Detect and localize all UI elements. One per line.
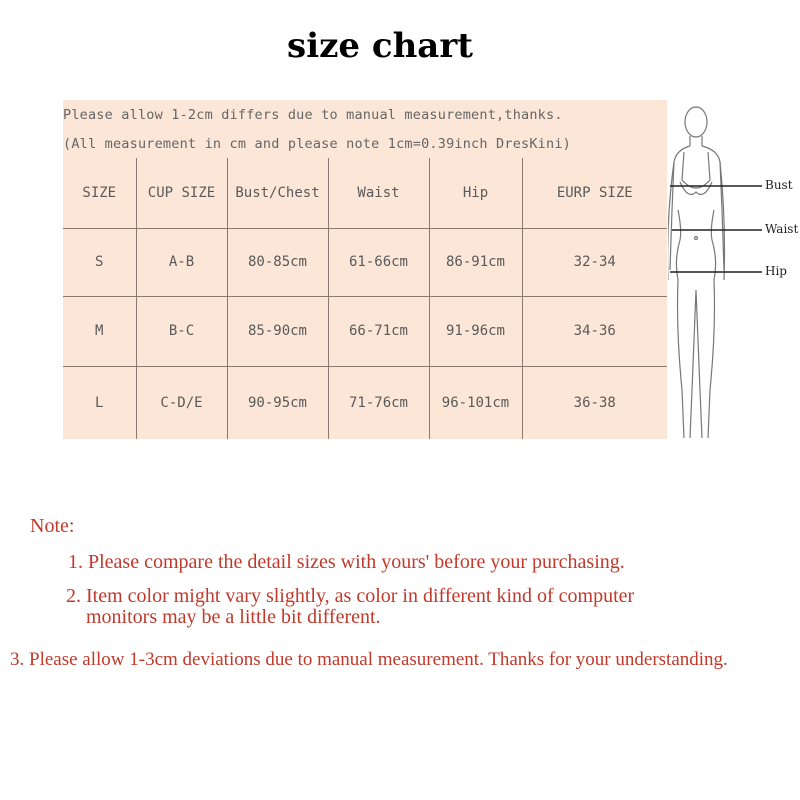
table-header-cell: Hip: [429, 158, 522, 228]
note-item-2-line-2: monitors may be a little bit different.: [86, 606, 381, 628]
table-cell: 96-101cm: [429, 366, 522, 439]
table-cell: L: [63, 366, 136, 439]
table-row: [63, 228, 667, 296]
page-title: size chart: [287, 26, 473, 66]
table-header-cell: Waist: [328, 158, 429, 228]
table-cell: C-D/E: [136, 366, 227, 439]
chart-note-line-2: (All measurement in cm and please note 1cm=0.39inch DresKini): [63, 136, 571, 152]
table-cell: 85-90cm: [227, 296, 328, 366]
table-row: [63, 296, 667, 366]
note-item-3: 3. Please allow 1-3cm deviations due to manual measurement. Thanks for your understanding.: [10, 649, 728, 670]
note-item-1: 1. Please compare the detail sizes with yours' before your purchasing.: [68, 551, 625, 573]
chart-note-line-1: Please allow 1-2cm differs due to manual measurement,thanks.: [63, 107, 563, 123]
waist-label: Waist: [765, 222, 799, 236]
table-cell: 86-91cm: [429, 228, 522, 296]
table-row: [63, 366, 667, 439]
table-cell: B-C: [136, 296, 227, 366]
table-cell: 61-66cm: [328, 228, 429, 296]
table-cell: S: [63, 228, 136, 296]
table-header-row: [63, 158, 667, 228]
table-cell: 80-85cm: [227, 228, 328, 296]
table-cell: 66-71cm: [328, 296, 429, 366]
table-cell: A-B: [136, 228, 227, 296]
table-header-cell: Bust/Chest: [227, 158, 328, 228]
table-cell: 34-36: [522, 296, 667, 366]
table-cell: 36-38: [522, 366, 667, 439]
table-cell: 90-95cm: [227, 366, 328, 439]
note-item-2-line-1: 2. Item color might vary slightly, as color in different kind of computer: [66, 585, 635, 607]
table-cell: 71-76cm: [328, 366, 429, 439]
body-measurement-figure: [668, 100, 800, 440]
table-cell: 32-34: [522, 228, 667, 296]
table-cell: 91-96cm: [429, 296, 522, 366]
bust-label: Bust: [765, 178, 793, 192]
table-header-cell: CUP SIZE: [136, 158, 227, 228]
table-cell: M: [63, 296, 136, 366]
size-table: [63, 158, 667, 439]
hip-label: Hip: [765, 264, 787, 278]
table-header-cell: SIZE: [63, 158, 136, 228]
table-header-cell: EURP SIZE: [522, 158, 667, 228]
notes-heading: Note:: [30, 515, 75, 537]
